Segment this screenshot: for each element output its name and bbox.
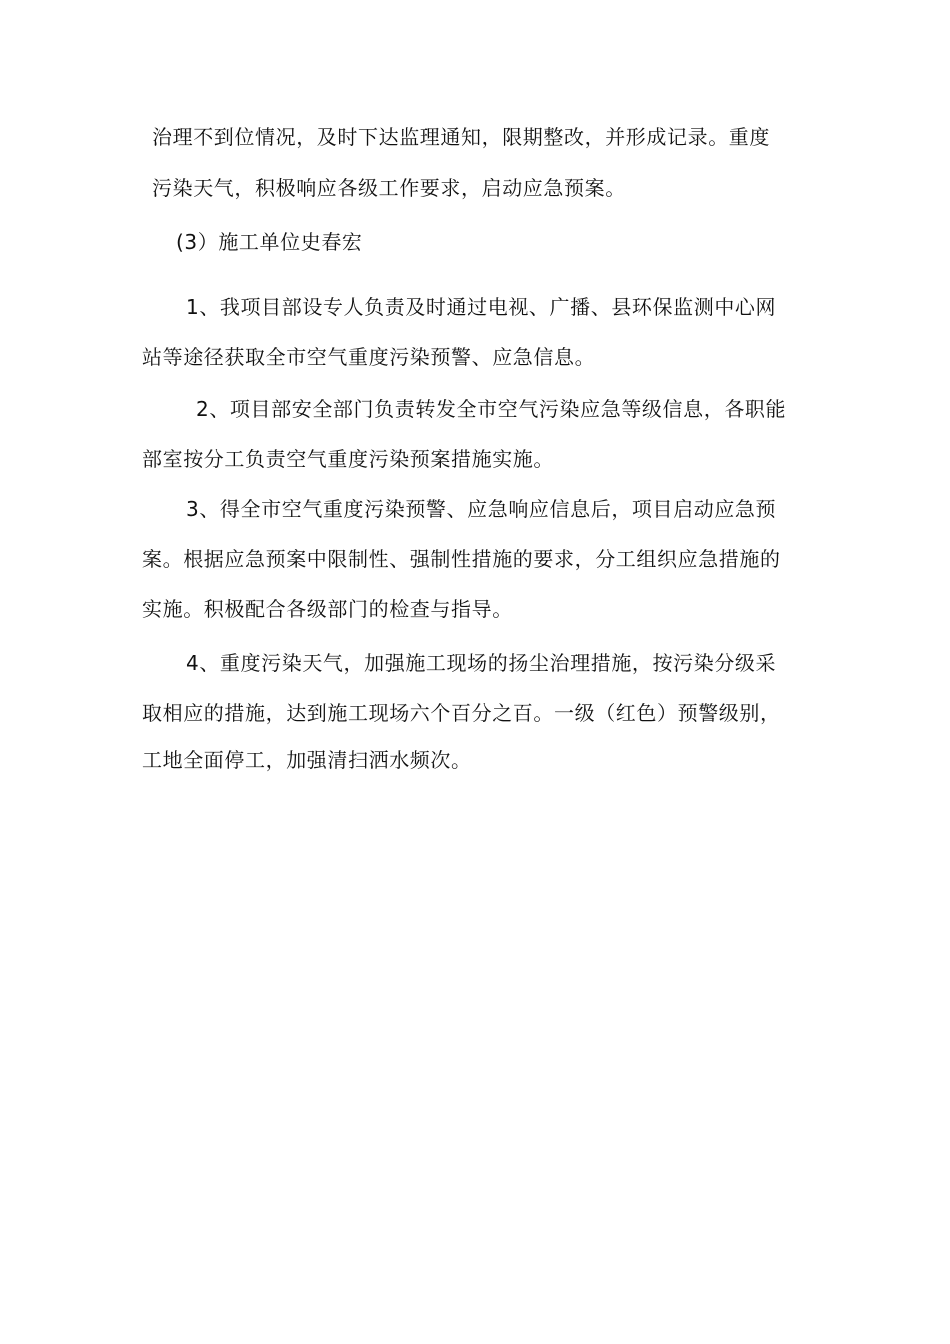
text-line: 2、项目部安全部门负责转发全市空气污染应急等级信息，各职能 bbox=[196, 397, 787, 421]
text-line: 工地全面停工，加强清扫洒水频次。 bbox=[142, 748, 472, 772]
text-line: 1、我项目部设专人负责及时通过电视、广播、县环保监测中心网 bbox=[186, 295, 777, 319]
text-line: 3、得全市空气重度污染预警、应急响应信息后，项目启动应急预 bbox=[186, 497, 777, 521]
text-line: 取相应的措施，达到施工现场六个百分之百。一级（红色）预警级别， bbox=[142, 701, 781, 725]
text-line: 案。根据应急预案中限制性、强制性措施的要求，分工组织应急措施的 bbox=[142, 547, 781, 571]
section-heading: (3）施工单位史春宏 bbox=[176, 230, 363, 254]
text-line: 实施。积极配合各级部门的检查与指导。 bbox=[142, 597, 513, 621]
text-line: 4、重度污染天气，加强施工现场的扬尘治理措施，按污染分级采 bbox=[186, 651, 777, 675]
text-line: 治理不到位情况，及时下达监理通知，限期整改，并形成记录。重度 bbox=[152, 125, 770, 149]
text-line: 站等途径获取全市空气重度污染预警、应急信息。 bbox=[142, 345, 596, 369]
text-line: 部室按分工负责空气重度污染预案措施实施。 bbox=[142, 447, 554, 471]
text-line: 污染天气，积极响应各级工作要求，启动应急预案。 bbox=[152, 176, 626, 200]
